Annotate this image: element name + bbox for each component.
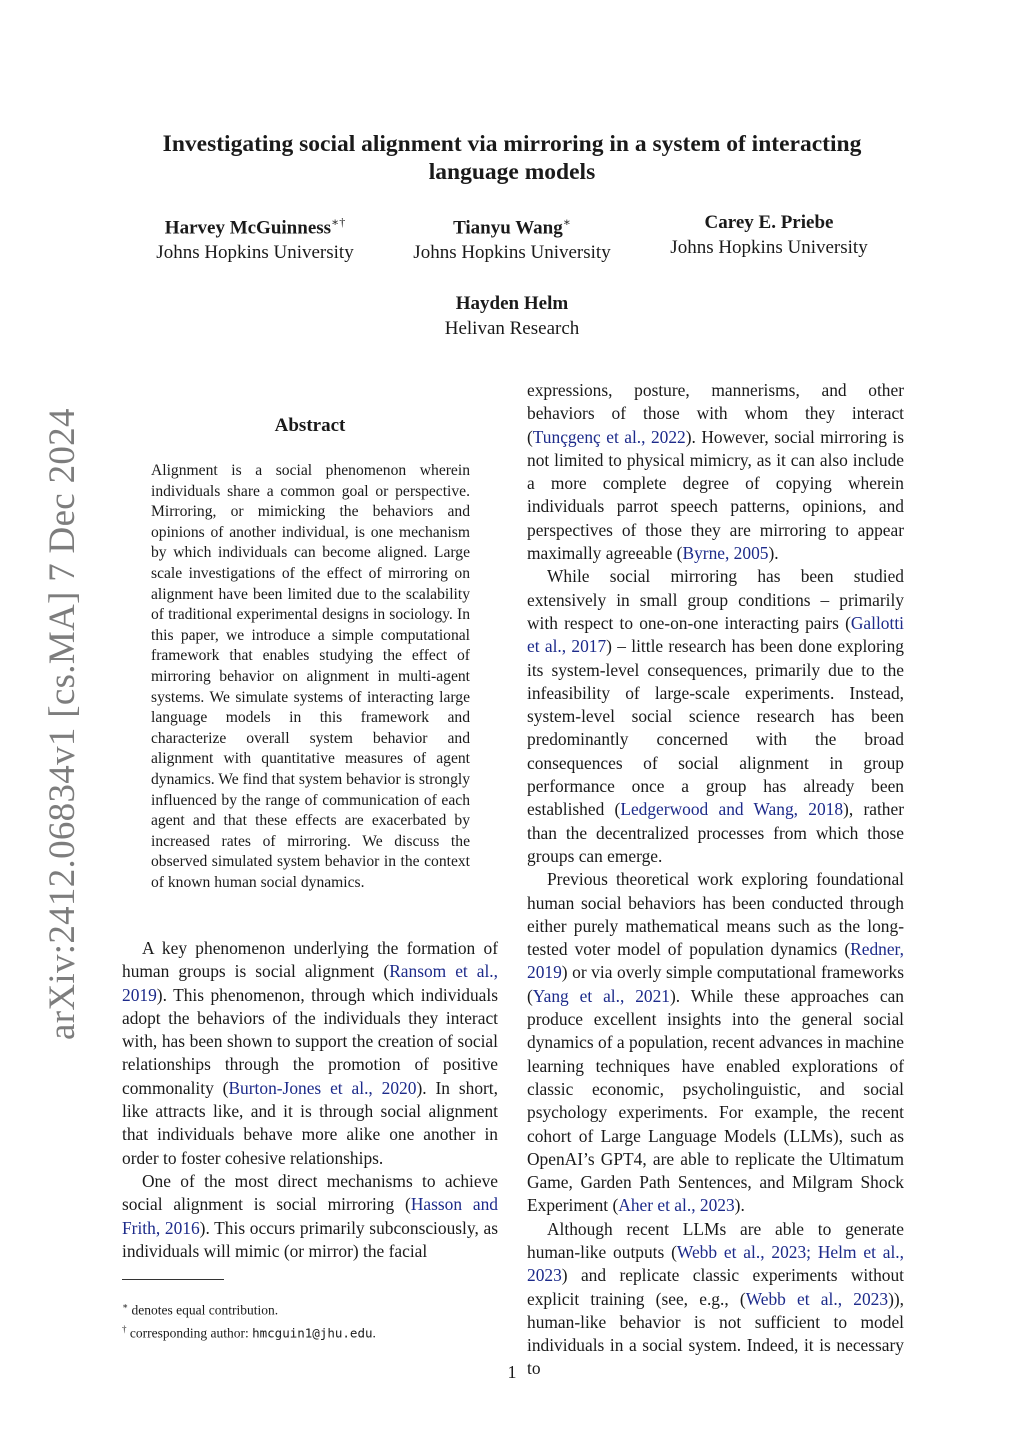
text-run: ). This occurs primarily subconsciously, as individuals will mimic (or mirror) the facial: [122, 1217, 498, 1261]
text-run: ) or via overly simple computational frameworks (: [527, 962, 904, 1006]
author-affiliation: Johns Hopkins University: [413, 242, 611, 264]
footnote-mark: †: [122, 1323, 127, 1334]
author-name: Tianyu Wang: [453, 217, 563, 239]
text-run: ). This phenomenon, through which individuals adopt the behaviors of the individuals they interact with, has been shown to support the creation of social relationships through the promotion of positive commonality (: [122, 984, 498, 1098]
arxiv-stamp: arXiv:2412.06834v1 [cs.MA] 7 Dec 2024: [42, 408, 83, 1040]
abstract-text: Alignment is a social phenomenon wherein individuals share a common goal or perspective. Mirroring, or mimicking the behaviors and opinions of another individual, is one mechanism by which individuals can become aligned. Large scale investigations of the effect of mirroring on alignment have been limited due to the scalability of traditional experimental designs in sociology. In this paper, we introduce a simple computational framework that enables studying the effect of mirroring behavior on alignment in multi-agent systems. We simulate systems of interacting large language models in this framework and characterize overall system behavior and alignment with quantitative measures of agent dynamics. We find that system behavior is strongly influenced by the range of communication of each agent and that these effects are exacerbated by increased rates of mirroring. We discuss the observed simulated system behavior in the context of known human social dynamics.: [151, 462, 470, 891]
author-block-3: [619, 210, 919, 260]
text-run: )), human-like behavior is not sufficient to model individuals in a social system. Indeed, it is necessary to: [527, 1288, 904, 1379]
text-run: One of the most direct mechanisms to achieve social alignment is social mirroring (: [122, 1170, 498, 1215]
paragraph-intro-6: [527, 1218, 904, 1381]
email-link[interactable]: hmcguin1@jhu.edu: [252, 1325, 373, 1340]
author-name: Hayden Helm: [455, 293, 569, 314]
left-column: [122, 937, 498, 1263]
author-block-1: [105, 210, 405, 265]
paragraph-intro-2: [122, 1170, 498, 1263]
text-run: ). While these approaches can produce excellent insights into the general social dynamics of a population, recent advances in machine learning techniques have enabled explorations of classic economic, psycholinguistic, and social psychology experiments. For example, the recent cohort of Large Language Models (LLMs), such as OpenAI’s GPT4, are able to replicate the Ultimatum Game, Garden Path Sentences, and Milgram Shock Experiment (: [527, 985, 904, 1216]
citation-link[interactable]: Gallotti et al., 2017: [527, 612, 904, 657]
page-number: 1: [507, 1362, 517, 1382]
author-block-2: [362, 210, 662, 265]
citation-link[interactable]: Tunçgenç et al., 2022: [532, 426, 686, 447]
paragraph-intro-5: [527, 868, 904, 1217]
footnote-2: [122, 1320, 498, 1343]
author-affiliation: Johns Hopkins University: [156, 242, 354, 264]
citation-link[interactable]: Ransom et al., 2019: [122, 961, 498, 1005]
footnote-text: corresponding author:: [126, 1325, 253, 1340]
author-affiliation: Johns Hopkins University: [670, 237, 868, 258]
text-run: Previous theoretical work exploring foundational human social behaviors has been conducted through either purely mathematical means such as the long-tested voter model of population dynamics (: [527, 869, 904, 960]
text-run: ) – little research has been done exploring its system-level consequences, primarily due to the infeasibility of large-scale experiments. Instead, system-level social science research has been predominantly concerned with the broad consequences of social alignment in group performance once a group has already been established (: [527, 636, 904, 820]
citation-link[interactable]: Webb et al., 2023; Helm et al., 2023: [527, 1241, 905, 1286]
text-run: expressions, posture, mannerisms, and other behaviors of those with whom they interact (: [527, 380, 904, 447]
paragraph-intro-1: [122, 937, 498, 1170]
right-column: [527, 379, 904, 1381]
author-name: Harvey McGuinness: [164, 217, 332, 239]
text-run: While social mirroring has been studied extensively in small group conditions – primarily with respect to one-on-one interacting pairs (: [527, 566, 904, 633]
paper-title: [120, 130, 904, 186]
citation-link[interactable]: Hasson and Frith, 2016: [122, 1194, 498, 1238]
citation-link[interactable]: Aher et al., 2023: [618, 1195, 735, 1216]
citation-link[interactable]: Yang et al., 2021: [532, 985, 670, 1006]
footnote-1: [122, 1297, 498, 1320]
text-run: ).: [768, 543, 779, 564]
footnote-mark: ∗: [122, 1301, 129, 1311]
abstract-heading: Abstract: [274, 415, 346, 436]
citation-link[interactable]: Webb et al., 2023: [745, 1288, 889, 1309]
footnote-text: denotes equal contribution.: [128, 1302, 279, 1318]
author-mark: ∗: [562, 215, 571, 229]
text-run: ).: [734, 1195, 745, 1216]
footnotes: [122, 1297, 498, 1342]
text-run: A key phenomenon underlying the formation of human groups is social alignment (: [122, 938, 498, 982]
paragraph-intro-3: [527, 379, 904, 565]
text-run: ) and replicate classic experiments without explicit training (see, e.g., (: [527, 1265, 904, 1309]
citation-link[interactable]: Redner, 2019: [527, 939, 904, 983]
citation-link[interactable]: Byrne, 2005: [682, 543, 769, 564]
author-mark: ∗†: [331, 215, 346, 229]
text-run: ). In short, like attracts like, and it is through social alignment that individuals behave more alike one another in order to foster cohesive relationships.: [122, 1077, 498, 1168]
citation-link[interactable]: Burton-Jones et al., 2020: [228, 1077, 417, 1098]
text-run: Although recent LLMs are able to generate human-like outputs (: [527, 1218, 904, 1262]
author-name: Carey E. Priebe: [704, 212, 834, 233]
paragraph-intro-4: [527, 565, 904, 868]
text-run: ). However, social mirroring is not limited to physical mimicry, as it can also include a more complete degree of copying wherein individuals parrot speech patterns, opinions, and perspectives of those they are mirroring to appear maximally agreeable (: [527, 426, 904, 564]
text-run: ), rather than the decentralized processes from which those groups can emerge.: [527, 799, 904, 866]
text-run: .: [372, 1325, 376, 1340]
author-block-4: [362, 291, 662, 341]
title-line-1: Investigating social alignment via mirroring in a system of interacting: [162, 131, 862, 157]
title-line-2: language models: [428, 159, 596, 185]
author-affiliation: Helivan Research: [444, 318, 580, 339]
citation-link[interactable]: Ledgerwood and Wang, 2018: [620, 799, 844, 820]
footnote-rule: [122, 1279, 224, 1280]
